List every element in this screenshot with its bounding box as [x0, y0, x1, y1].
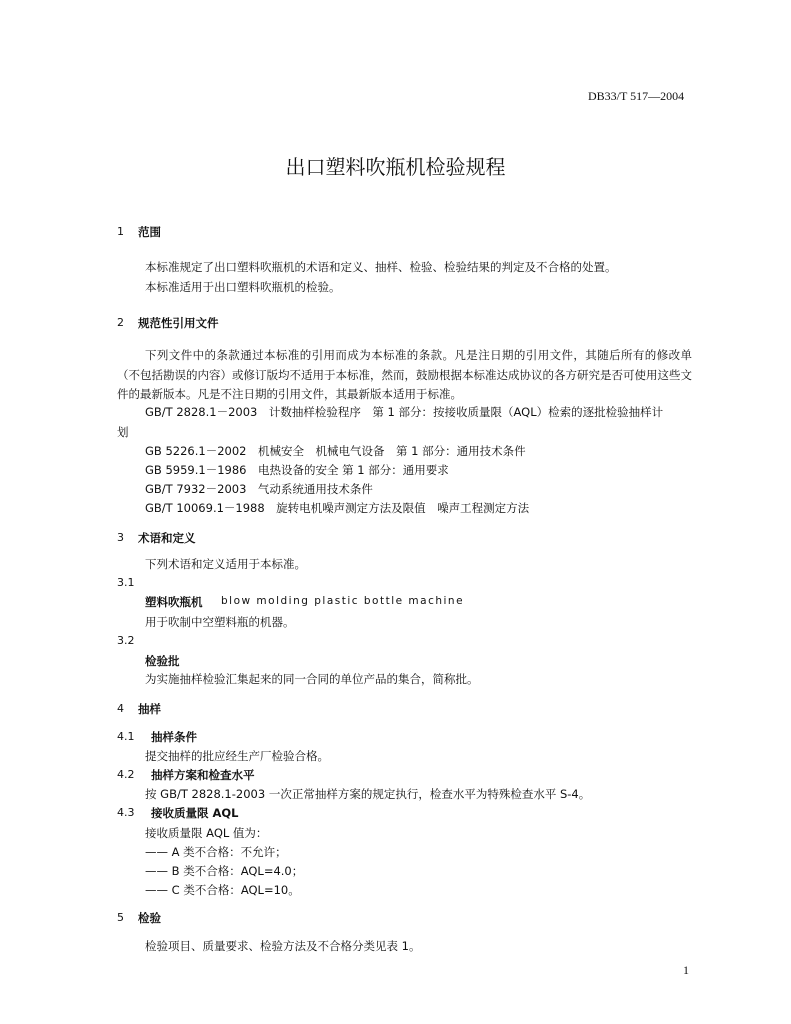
clause-4-3-intro: 接收质量限 AQL 值为：: [145, 826, 268, 840]
clause-4-3-number: 4.3: [117, 806, 135, 819]
section-4-title: 抽样: [138, 702, 161, 716]
section-2-number: 2: [117, 316, 124, 329]
section-3-number: 3: [117, 531, 124, 544]
section-4-number: 4: [117, 702, 124, 715]
aql-list-item: —— C 类不合格：AQL=10。: [145, 883, 300, 897]
section-2-paragraph: 下列文件中的条款通过本标准的引用而成为本标准的条款。凡是注日期的引用文件，其随后所有的修改单（不包括勘误的内容）或修订版均不适用于本标准，然而，鼓励根据本标准达成协议的各方研究是否可使用这些文件的最新版本。凡是不注日期的引用文件，其最新版本适用于标准。: [117, 348, 692, 402]
aql-list-item: —— B 类不合格：AQL=4.0；: [145, 864, 304, 878]
term-3-1-number: 3.1: [117, 576, 135, 589]
section-1-paragraph-2: 本标准适用于出口塑料吹瓶机的检验。: [145, 280, 341, 294]
clause-4-2-text: 按 GB/T 2828.1-2003 一次正常抽样方案的规定执行，检查水平为特殊检查水平 S-4。: [145, 787, 591, 801]
reference-item: GB 5226.1－2002 机械安全 机械电气设备 第 1 部分：通用技术条件: [145, 444, 526, 458]
section-1-title: 范围: [138, 225, 161, 239]
section-5-number: 5: [117, 911, 124, 924]
section-2-title: 规范性引用文件: [138, 316, 219, 330]
clause-4-1-number: 4.1: [117, 730, 135, 743]
page-number: 1: [683, 963, 689, 977]
term-3-1-english: blow molding plastic bottle machine: [221, 595, 465, 607]
term-3-2-definition: 为实施抽样检验汇集起来的同一合同的单位产品的集合，简称批。: [145, 672, 479, 686]
standard-number: DB33/T 517—2004: [588, 89, 685, 103]
clause-4-2-title: 抽样方案和检查水平: [151, 768, 255, 782]
document-title: 出口塑料吹瓶机检验规程: [285, 155, 506, 179]
section-3-intro: 下列术语和定义适用于本标准。: [145, 557, 306, 571]
section-5-text: 检验项目、质量要求、检验方法及不合格分类见表 1。: [145, 939, 421, 953]
term-3-2-number: 3.2: [117, 634, 135, 647]
section-5-title: 检验: [138, 911, 161, 925]
term-3-1-definition: 用于吹制中空塑料瓶的机器。: [145, 615, 295, 629]
section-1-number: 1: [117, 225, 124, 238]
term-3-1-name: 塑料吹瓶机: [145, 595, 203, 609]
reference-item: GB/T 7932－2003 气动系统通用技术条件: [145, 482, 373, 496]
aql-list-item: —— A 类不合格：不允许；: [145, 845, 287, 859]
clause-4-1-text: 提交抽样的批应经生产厂检验合格。: [145, 749, 329, 763]
section-3-title: 术语和定义: [138, 531, 196, 545]
term-3-2-name: 检验批: [145, 654, 180, 668]
reference-item: GB/T 10069.1－1988 旋转电机噪声测定方法及限值 噪声工程测定方法: [145, 501, 530, 515]
section-1-paragraph-1: 本标准规定了出口塑料吹瓶机的术语和定义、抽样、检验、检验结果的判定及不合格的处置。: [145, 260, 617, 274]
reference-item: 划: [117, 425, 129, 439]
reference-item: GB/T 2828.1－2003 计数抽样检验程序 第 1 部分：按接收质量限（AQL）检索的逐批检验抽样计: [145, 405, 664, 419]
clause-4-1-title: 抽样条件: [151, 730, 197, 744]
clause-4-2-number: 4.2: [117, 768, 135, 781]
clause-4-3-title: 接收质量限 AQL: [151, 806, 239, 820]
reference-item: GB 5959.1－1986 电热设备的安全 第 1 部分：通用要求: [145, 463, 449, 477]
